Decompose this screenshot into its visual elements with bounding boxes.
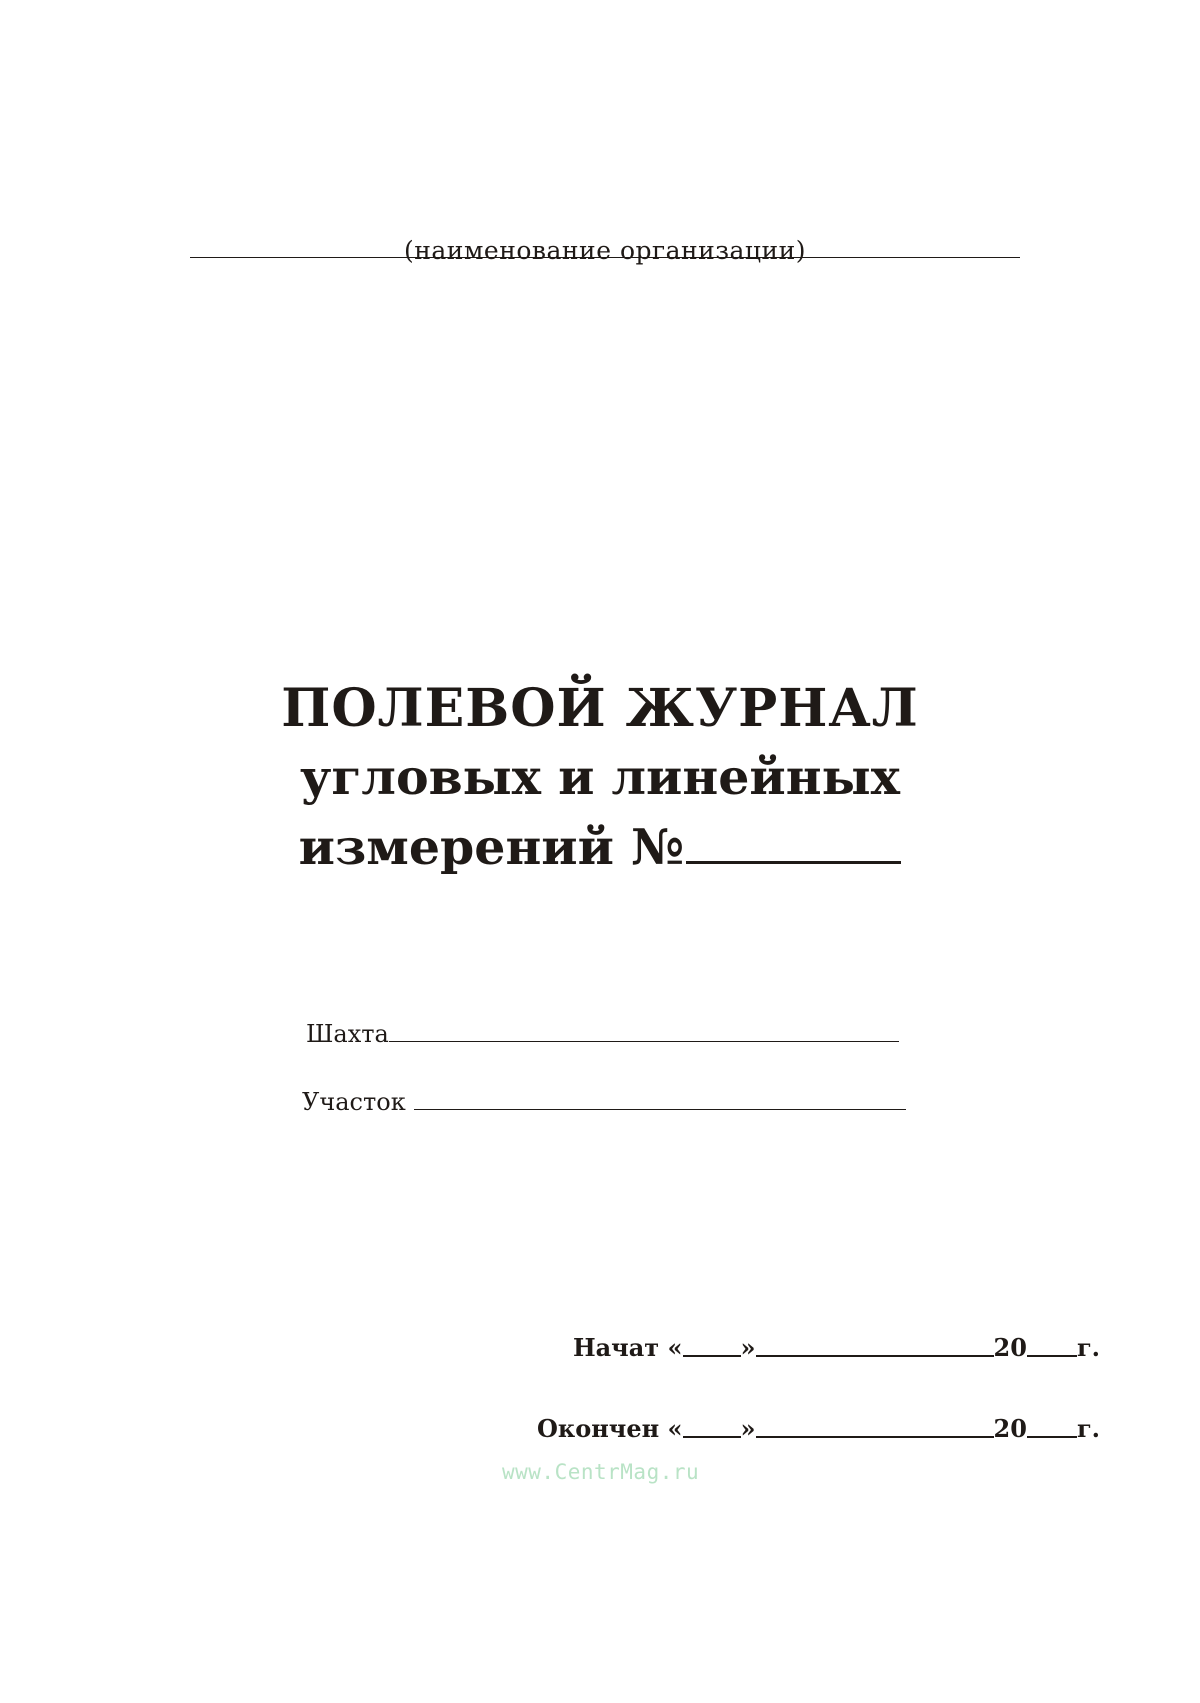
journal-number-label: измерений № bbox=[298, 818, 685, 876]
finished-date-row bbox=[537, 1414, 1100, 1443]
finished-day-blank bbox=[683, 1435, 741, 1438]
mine-field bbox=[306, 1020, 899, 1048]
started-year-suffix: г. bbox=[1076, 1333, 1100, 1362]
journal-number-blank bbox=[686, 860, 901, 864]
watermark: www.CentrMag.ru bbox=[502, 1460, 700, 1484]
started-date-row bbox=[573, 1333, 1100, 1362]
title-main: ПОЛЕВОЙ ЖУРНАЛ bbox=[281, 678, 919, 739]
started-year-blank bbox=[1027, 1354, 1077, 1357]
title-block bbox=[0, 676, 1200, 882]
started-day-blank bbox=[683, 1354, 741, 1357]
title-subtitle-line1: угловых и линейных bbox=[300, 748, 900, 806]
finished-year-prefix: 20 bbox=[993, 1414, 1027, 1443]
started-month-blank bbox=[756, 1354, 994, 1357]
finished-year-blank bbox=[1027, 1435, 1077, 1438]
finished-month-blank bbox=[756, 1435, 994, 1438]
started-year-prefix: 20 bbox=[993, 1333, 1027, 1362]
finished-quote-close: » bbox=[740, 1414, 756, 1443]
section-blank-line bbox=[414, 1108, 906, 1110]
started-label: Начат « bbox=[572, 1333, 683, 1362]
mine-blank-line bbox=[389, 1040, 899, 1042]
organization-caption: (наименование организации) bbox=[403, 236, 807, 265]
started-quote-close: » bbox=[740, 1333, 756, 1362]
section-label: Участок bbox=[302, 1088, 406, 1116]
mine-label: Шахта bbox=[306, 1020, 389, 1048]
finished-year-suffix: г. bbox=[1076, 1414, 1100, 1443]
finished-label: Окончен « bbox=[536, 1414, 683, 1443]
title-subtitle-line2 bbox=[0, 812, 1200, 882]
section-field bbox=[302, 1088, 906, 1116]
